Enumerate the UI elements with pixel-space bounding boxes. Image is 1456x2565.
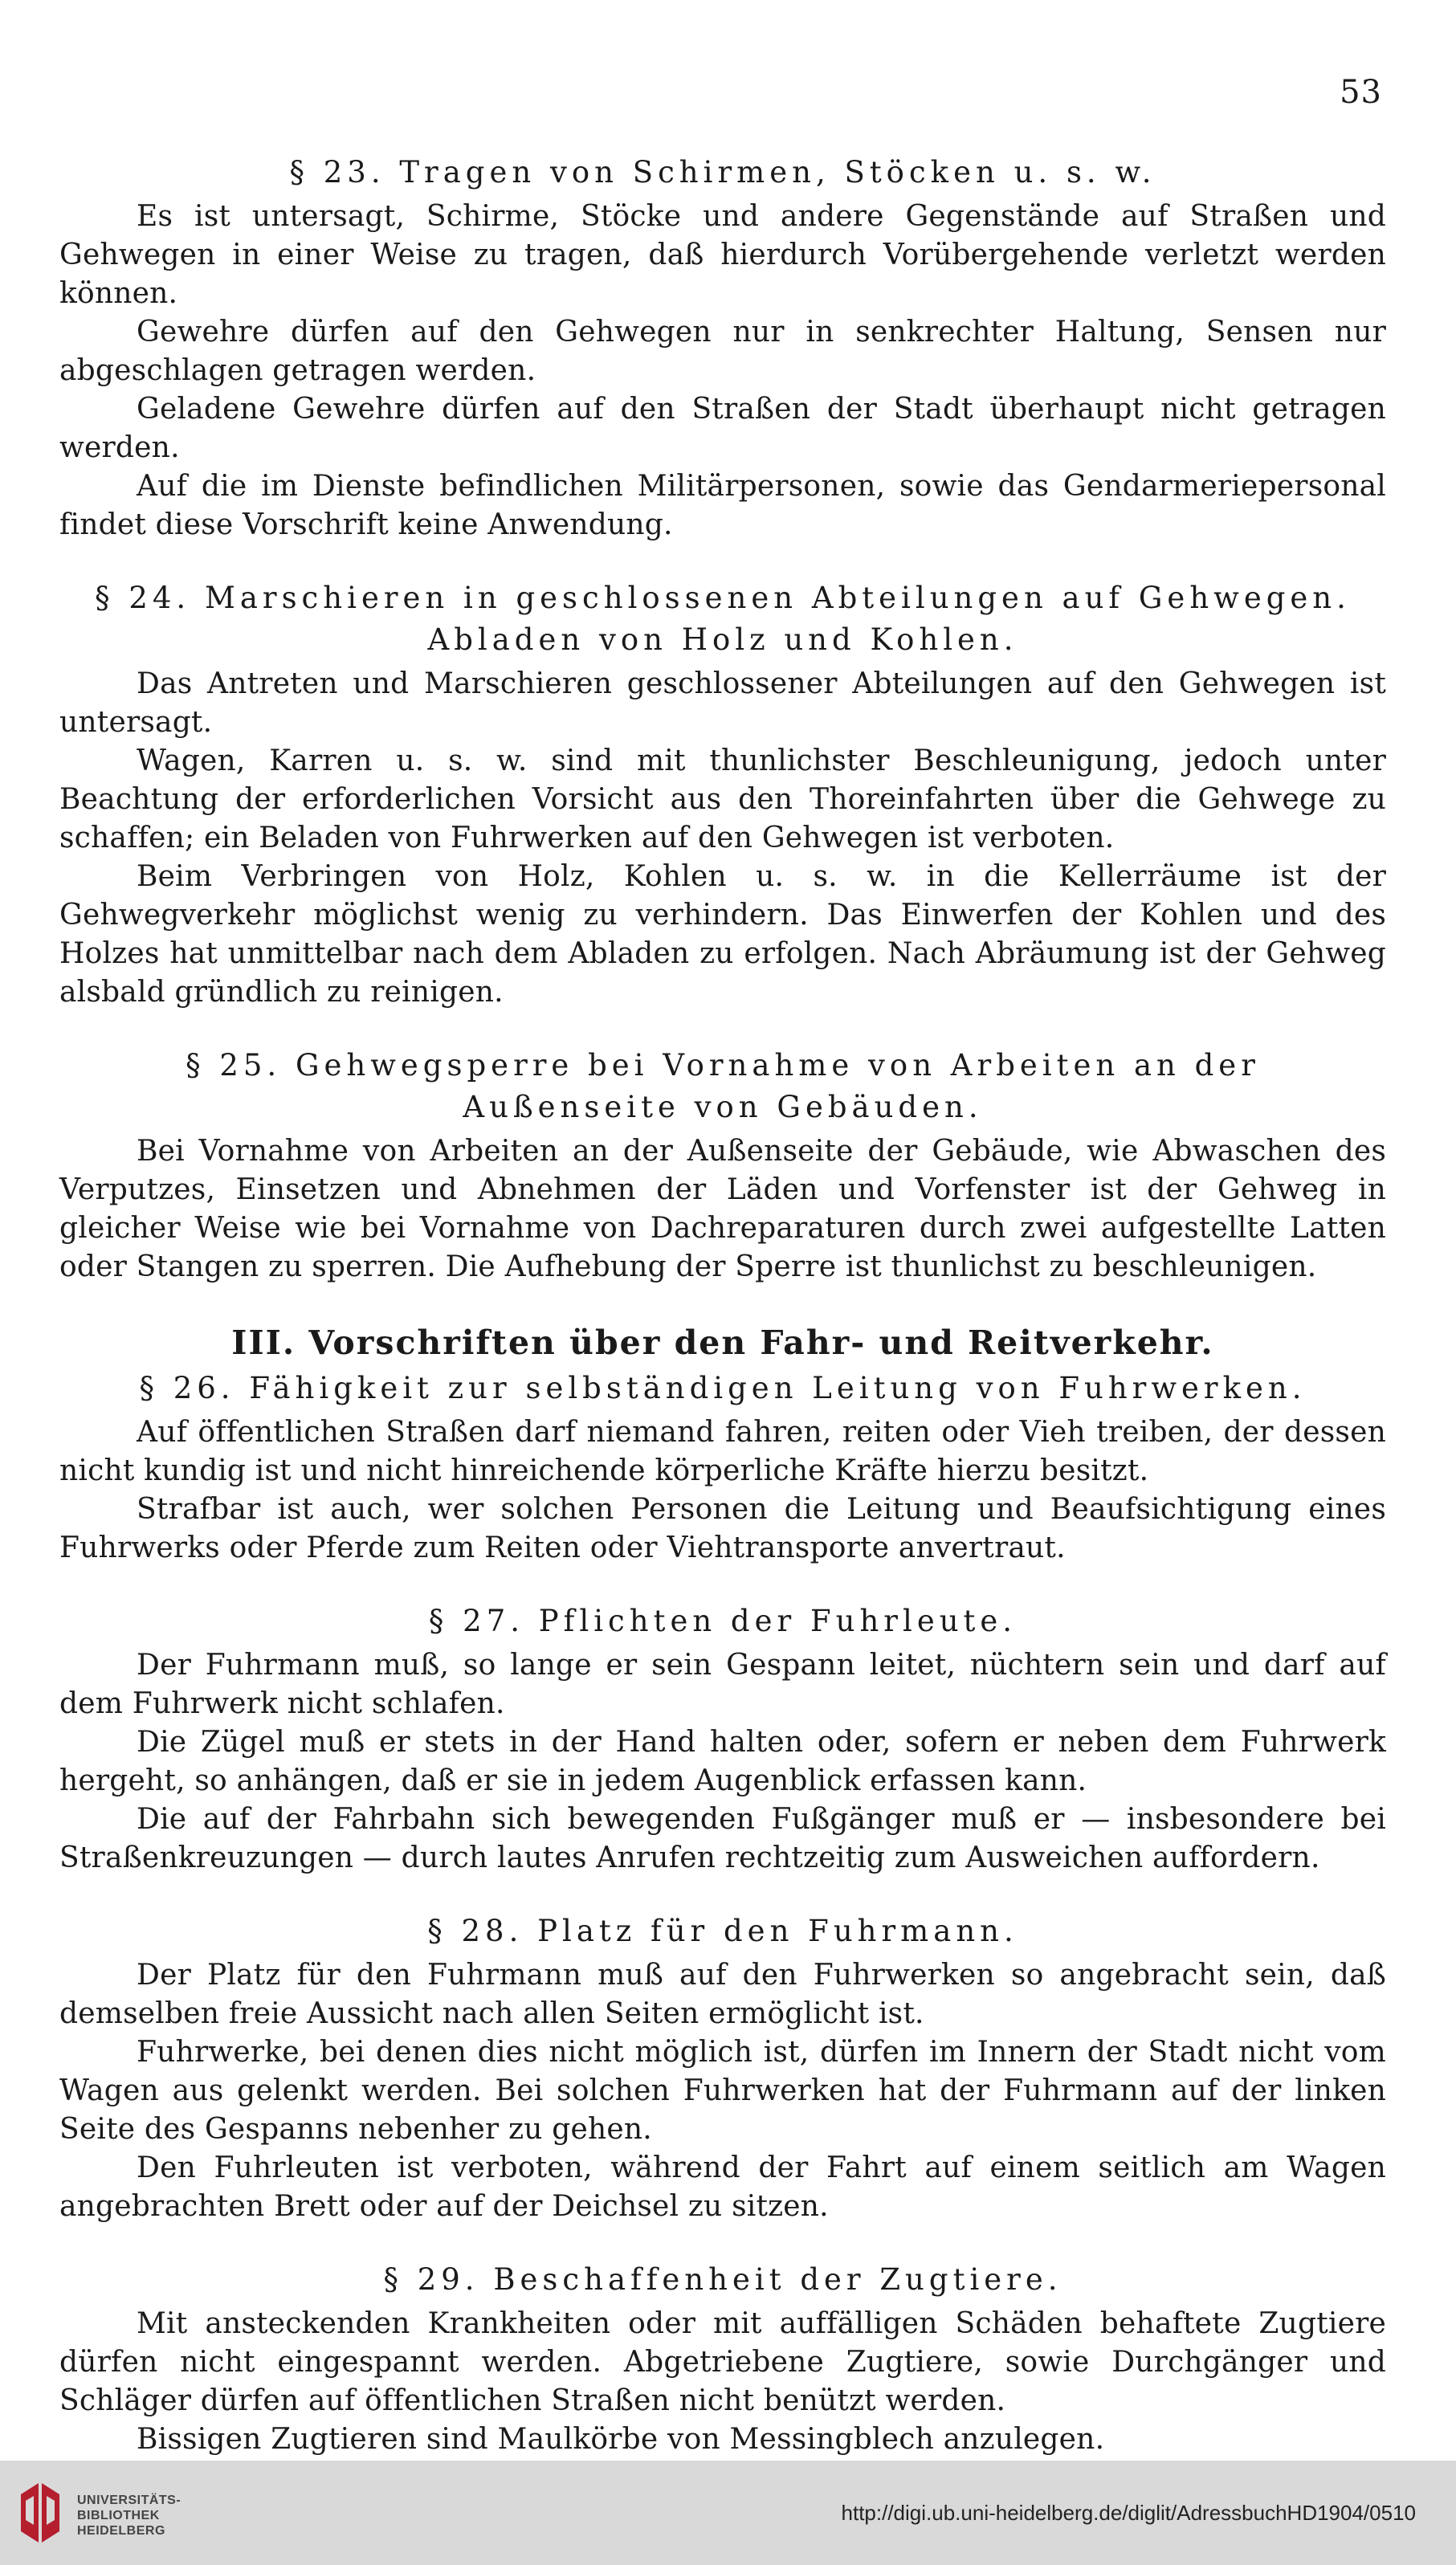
paragraph: Wagen, Karren u. s. w. sind mit thunlichster Beschleunigung, jedoch unter Beachtung der erforderlichen Vorsicht aus den Thoreinfahrten über die Gehwege zu schaffen; ein Beladen von Fuhrwerken auf den Gehwegen ist verboten. (59, 744, 1386, 854)
library-logo-text (77, 2493, 181, 2538)
section-heading: § 28. Platz für den Fuhrmann. (427, 1914, 1018, 1948)
paragraph: Bei Vornahme von Arbeiten an der Außenseite der Gebäude, wie Abwaschen des Verputzes, Einsetzen und Abnehmen der Läden und Vorfenster ist der Gehweg in gleicher Weise wie bei Vornahme von Dachreparaturen durch zwei aufgestellte Latten oder Stangen zu sperren. Die Aufhebung der Sperre ist thunlichst zu beschleunigen. (59, 1135, 1386, 1283)
section-heading: § 24. Marschieren in geschlossenen Abteilungen auf Gehwegen. (95, 581, 1351, 615)
ub-heidelberg-logo-icon (14, 2478, 66, 2547)
section-subheading: Abladen von Holz und Kohlen. (427, 622, 1018, 657)
paragraph: Der Platz für den Fuhrmann muß auf den Fuhrwerken so angebracht sein, daß demselben freie Aussicht nach allen Seiten ermöglicht ist. (59, 1959, 1386, 2030)
paragraph: Auf die im Dienste befindlichen Militärpersonen, sowie das Gendarmeriepersonal findet diese Vorschrift keine Anwendung. (59, 470, 1386, 541)
section-29 (59, 2260, 1386, 2459)
section-heading: § 23. Tragen von Schirmen, Stöcken u. s. w. (289, 155, 1156, 190)
paragraph: Beim Verbringen von Holz, Kohlen u. s. w. in die Kellerräume ist der Gehwegverkehr möglichst wenig zu verhindern. Das Einwerfen der Kohlen und des Holzes hat unmittelbar nach dem Abladen zu erfolgen. Nach Abräumung ist der Gehweg alsbald gründlich zu reinigen. (59, 860, 1386, 1009)
section-23 (59, 153, 1386, 544)
paragraph: Gewehre dürfen auf den Gehwegen nur in senkrechter Haltung, Sensen nur abgeschlagen getragen werden. (59, 316, 1386, 387)
paragraph: Der Fuhrmann muß, so lange er sein Gespann leitet, nüchtern sein und darf auf dem Fuhrwerk nicht schlafen. (59, 1649, 1386, 1720)
paragraph: Fuhrwerke, bei denen dies nicht möglich ist, dürfen im Innern der Stadt nicht vom Wagen aus gelenkt werden. Bei solchen Fuhrwerken hat der Fuhrmann auf der linken Seite des Gespanns nebenher zu gehen. (59, 2036, 1386, 2146)
paragraph: Auf öffentlichen Straßen darf niemand fahren, reiten oder Vieh treiben, der dessen nicht kundig ist und nicht hinreichende körperliche Kräfte hierzu besitzt. (59, 1416, 1386, 1487)
section-heading: § 27. Pflichten der Fuhrleute. (428, 1604, 1018, 1638)
paragraph: Die auf der Fahrbahn sich bewegenden Fußgänger muß er — insbesondere bei Straßenkreuzungen — durch lautes Anrufen rechtzeitig zum Ausweichen auffordern. (59, 1803, 1386, 1874)
paragraph: Den Fuhrleuten ist verboten, während der Fahrt auf einem seitlich am Wagen angebrachten Brett oder auf der Deichsel zu sitzen. (59, 2151, 1386, 2223)
logo-line: UNIVERSITÄTS- (77, 2494, 181, 2507)
paragraph: Strafbar ist auch, wer solchen Personen die Leitung und Beaufsichtigung eines Fuhrwerks oder Pferde zum Reiten oder Viehtransporte anvertraut. (59, 1493, 1386, 1564)
section-26 (59, 1368, 1386, 1568)
paragraph: Geladene Gewehre dürfen auf den Straßen der Stadt überhaupt nicht getragen werden. (59, 393, 1386, 464)
section-27 (59, 1601, 1386, 1878)
permalink-url[interactable]: http://digi.ub.uni-heidelberg.de/diglit/AdressbuchHD1904/0510 (841, 2501, 1416, 2525)
paragraph: Das Antreten und Marschieren geschlossener Abteilungen auf den Gehwegen ist untersagt. (59, 667, 1386, 739)
chapter-heading: III. Vorschriften über den Fahr- und Reitverkehr. (231, 1323, 1214, 1362)
paragraph: Es ist untersagt, Schirme, Stöcke und andere Gegenstände auf Straßen und Gehwegen in einer Weise zu tragen, daß hierdurch Vorübergehende verletzt werden können. (59, 200, 1386, 310)
section-28 (59, 1911, 1386, 2226)
section-24 (59, 578, 1386, 1012)
page-number: 53 (1340, 74, 1382, 111)
paragraph: Mit ansteckenden Krankheiten oder mit auffälligen Schäden behaftete Zugtiere dürfen nicht eingespannt werden. Abgetriebene Zugtiere, sowie Durchgänger und Schläger dürfen auf öffentlichen Straßen nicht benützt werden. (59, 2307, 1386, 2417)
section-heading: § 26. Fähigkeit zur selbständigen Leitung von Fuhrwerken. (139, 1371, 1307, 1405)
page-content (59, 153, 1386, 2459)
footer-bar (0, 2461, 1456, 2565)
section-25 (59, 1046, 1386, 1287)
paragraph: Die Zügel muß er stets in der Hand halten oder, sofern er neben dem Fuhrwerk hergeht, so anhängen, daß er sie in jedem Augenblick erfassen kann. (59, 1726, 1386, 1797)
section-heading: § 29. Beschaffenheit der Zugtiere. (383, 2262, 1062, 2297)
paragraph: Bissigen Zugtieren sind Maulkörbe von Messingblech anzulegen. (137, 2423, 1105, 2456)
section-subheading: Außenseite von Gebäuden. (463, 1090, 983, 1124)
logo-line: HEIDELBERG (77, 2524, 165, 2538)
logo-line: BIBLIOTHEK (77, 2509, 160, 2522)
section-heading: § 25. Gehwegsperre bei Vornahme von Arbeiten an der (186, 1048, 1260, 1083)
